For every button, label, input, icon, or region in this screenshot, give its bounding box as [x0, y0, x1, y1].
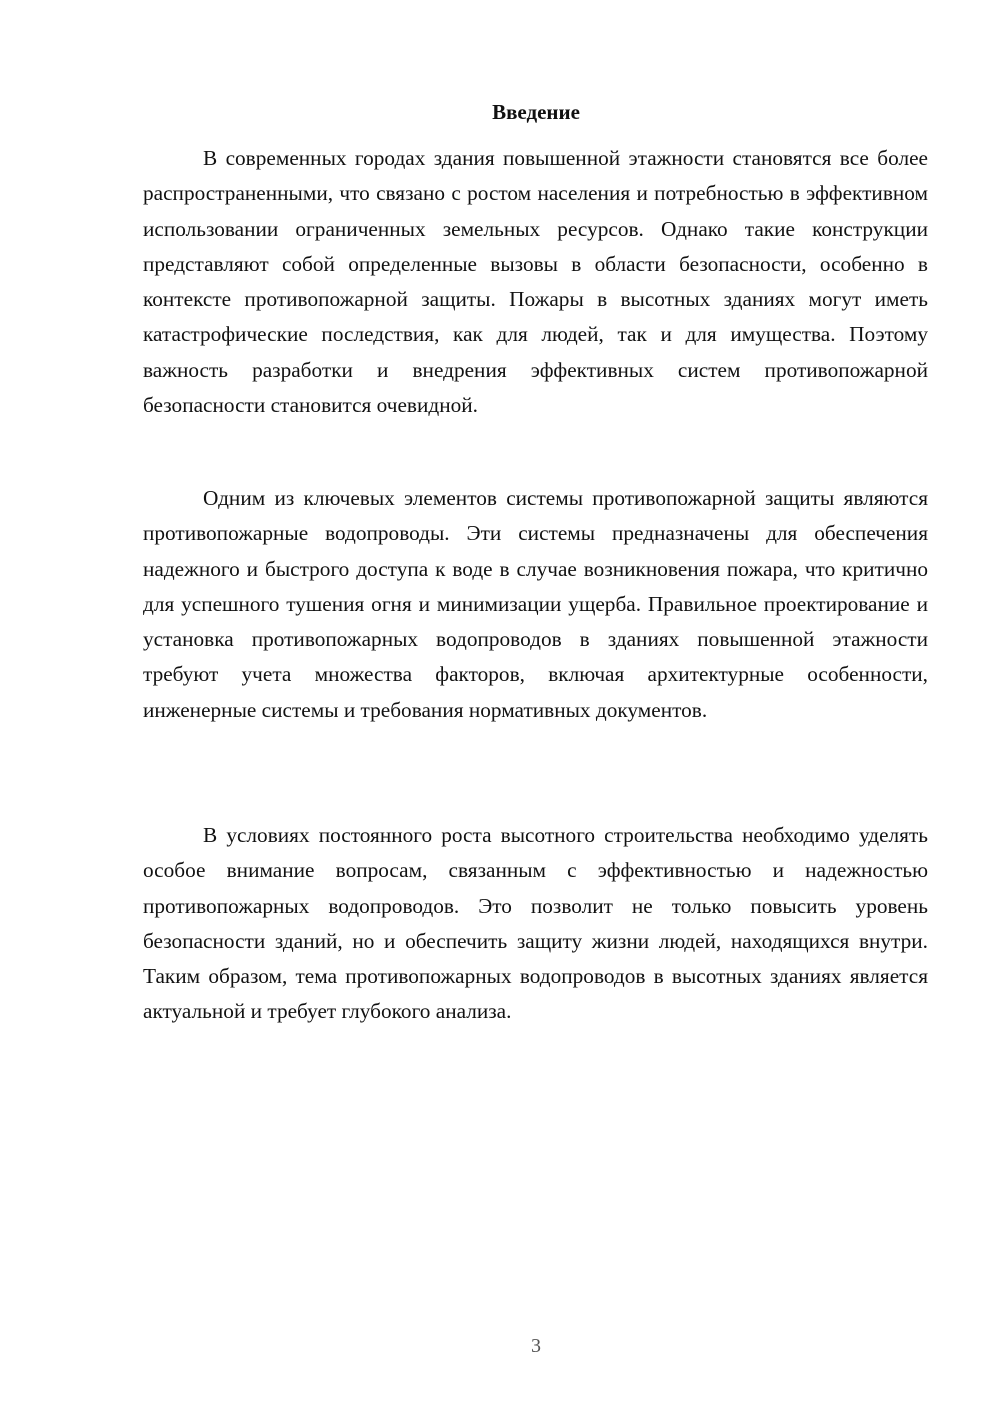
section-title: Введение [492, 100, 580, 124]
paragraph-fire-water-systems: Одним из ключевых элементов системы противопожарной защиты являются противопожарные водопроводы. Эти системы предназначены для обеспечения надежного и быстрого доступа к воде в случае возникновения пожара, что критично для успешного тушения огня и минимизации ущерба. Правильное проектирование и установка противопожарных водопроводов в зданиях повышенной этажности требуют учета множества факторов, включая архитектурные особенности, инженерные системы и требования нормативных документов. [143, 486, 928, 722]
paragraph-intro: В современных городах здания повышенной этажности становятся все более распространенными, что связано с ростом населения и потребностью в эффективном использовании ограниченных земельных ресурсов. Однако такие конструкции представляют собой определенные вызовы в области безопасности, особенно в контексте противопожарной защиты. Пожары в высотных зданиях могут иметь катастрофические последствия, как для людей, так и для имущества. Поэтому важность разработки и внедрения эффективных систем противопожарной безопасности становится очевидной. [143, 146, 928, 418]
page-number: 3 [531, 1335, 541, 1357]
paragraph-conclusion: В условиях постоянного роста высотного строительства необходимо уделять особое внимание вопросам, связанным с эффективностью и надежностью противопожарных водопроводов. Это позволит не только повысить уровень безопасности зданий, но и обеспечить защиту жизни людей, находящихся внутри. Таким образом, тема противопожарных водопроводов в высотных зданиях является актуальной и требует глубокого анализа. [143, 823, 928, 1024]
